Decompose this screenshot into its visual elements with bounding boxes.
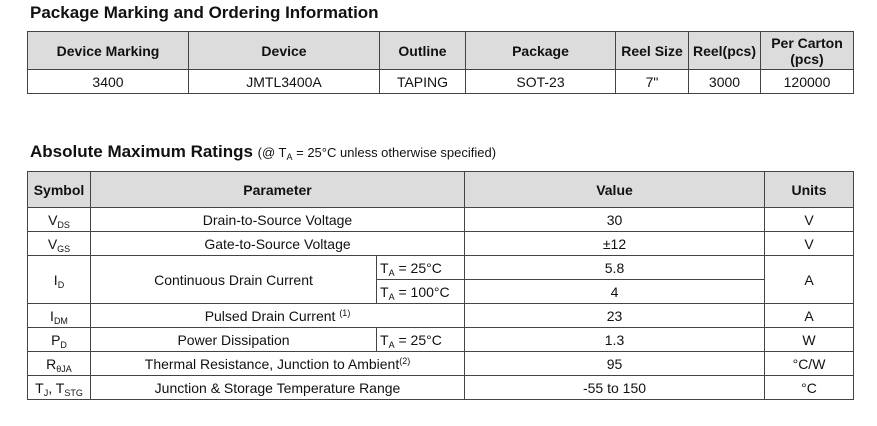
unit-tj: °C	[765, 376, 854, 400]
header-units: Units	[765, 172, 854, 208]
param-vgs: Gate-to-Source Voltage	[91, 232, 465, 256]
param-idm	[91, 304, 465, 328]
cell-per-carton: 120000	[761, 70, 854, 94]
header-reel-pcs: Reel(pcs)	[689, 32, 761, 70]
cond-sub: A	[388, 339, 395, 350]
value-id-100: 4	[465, 280, 765, 304]
header-device-marking: Device Marking	[28, 32, 189, 70]
cell-reel-pcs: 3000	[689, 70, 761, 94]
sym: P	[51, 331, 61, 348]
unit-pd: W	[765, 328, 854, 352]
sym-sub: DM	[53, 315, 68, 326]
param-vds: Drain-to-Source Voltage	[91, 208, 465, 232]
package-section-title: Package Marking and Ordering Information	[30, 3, 379, 22]
footnote-ref: (1)	[339, 307, 351, 318]
sym-sub: θJA	[56, 363, 72, 374]
cond-sub: A	[388, 267, 395, 278]
symbol-pd	[28, 328, 91, 352]
param-pd: Power Dissipation	[91, 328, 377, 352]
header-per-carton	[761, 32, 854, 70]
cell-device: JMTL3400A	[189, 70, 380, 94]
header-parameter: Parameter	[91, 172, 465, 208]
cond-rest: = 25°C	[394, 331, 442, 348]
sym-sub: D	[60, 339, 67, 350]
row-idm	[28, 304, 854, 328]
value-id-25: 5.8	[465, 256, 765, 280]
cond-t: T	[380, 259, 389, 276]
header-package: Package	[466, 32, 616, 70]
sym: T	[35, 379, 44, 396]
cond-rest: = 25°C	[394, 259, 442, 276]
param-tj: Junction & Storage Temperature Range	[91, 376, 465, 400]
symbol-id	[28, 256, 91, 304]
sym: T	[55, 379, 65, 396]
header-outline: Outline	[380, 32, 466, 70]
sym: R	[46, 355, 57, 372]
cond-prefix: (@ T	[257, 145, 287, 160]
cond-t: T	[380, 331, 389, 348]
sym-sub: D	[57, 279, 65, 290]
cond-id-25	[377, 256, 465, 280]
cond-sub: A	[286, 152, 293, 162]
ratings-section-title	[30, 142, 496, 163]
cond-id-100	[377, 280, 465, 304]
header-per-carton-line1: Per Carton	[771, 34, 843, 51]
cond-rest: = 100°C	[394, 283, 450, 300]
cond-suffix: = 25°C unless otherwise specified)	[292, 145, 497, 160]
cond-sub: A	[388, 291, 395, 302]
cell-reel-size: 7"	[616, 70, 689, 94]
package-table	[27, 31, 854, 94]
header-reel-size: Reel Size	[616, 32, 689, 70]
sym-sub: J	[43, 387, 49, 398]
sym-sub: STG	[64, 387, 83, 398]
symbol-tj	[28, 376, 91, 400]
row-tj	[28, 376, 854, 400]
row-vds	[28, 208, 854, 232]
unit-id: A	[765, 256, 854, 304]
sym-sub: DS	[57, 219, 70, 230]
row-vgs	[28, 232, 854, 256]
header-device: Device	[189, 32, 380, 70]
ratings-title-text: Absolute Maximum Ratings	[30, 142, 253, 161]
header-value: Value	[465, 172, 765, 208]
param-text: Thermal Resistance, Junction to Ambient	[144, 355, 400, 372]
value-pd: 1.3	[465, 328, 765, 352]
header-per-carton-line2: (pcs)	[790, 50, 824, 67]
value-idm: 23	[465, 304, 765, 328]
unit-idm: A	[765, 304, 854, 328]
symbol-rth	[28, 352, 91, 376]
value-vds: 30	[465, 208, 765, 232]
package-header-row	[28, 32, 854, 70]
cell-outline: TAPING	[380, 70, 466, 94]
footnote-ref: (2)	[399, 355, 411, 366]
symbol-vds	[28, 208, 91, 232]
value-rth: 95	[465, 352, 765, 376]
row-id-25	[28, 256, 854, 280]
symbol-idm	[28, 304, 91, 328]
ratings-table	[27, 171, 854, 400]
cond-t: T	[380, 283, 389, 300]
ratings-condition	[258, 145, 496, 160]
row-pd	[28, 328, 854, 352]
value-vgs: ±12	[465, 232, 765, 256]
symbol-vgs	[28, 232, 91, 256]
unit-vds: V	[765, 208, 854, 232]
cond-pd	[377, 328, 465, 352]
param-rth	[91, 352, 465, 376]
package-data-row	[28, 70, 854, 94]
cell-device-marking: 3400	[28, 70, 189, 94]
sym: I	[50, 307, 54, 324]
value-tj: -55 to 150	[465, 376, 765, 400]
sym: V	[48, 211, 58, 228]
sym: V	[47, 235, 58, 252]
param-id: Continuous Drain Current	[91, 256, 377, 304]
unit-rth: °C/W	[765, 352, 854, 376]
sym-sep: ,	[48, 379, 56, 396]
unit-vgs: V	[765, 232, 854, 256]
cell-package: SOT-23	[466, 70, 616, 94]
header-symbol: Symbol	[28, 172, 91, 208]
param-text: Pulsed Drain Current	[204, 307, 340, 324]
sym: I	[53, 271, 58, 288]
sym-sub: GS	[57, 243, 71, 254]
row-rth	[28, 352, 854, 376]
ratings-header-row	[28, 172, 854, 208]
